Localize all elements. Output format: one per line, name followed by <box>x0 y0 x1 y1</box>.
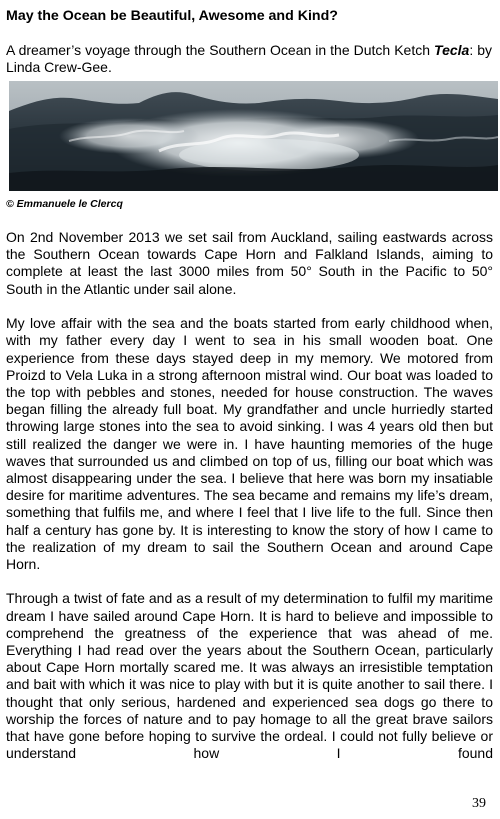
paragraph: My love affair with the sea and the boats started from early childhood when, with my father every day I went to sea in his small wooden boat. One experience from these days stayed deep in my memory. We motored from Proizd to Vela Luka in a strong afternoon mistral wind. Our boat was loaded to the top with pebbles and stones, needed for house construction. The waves began filling the already full boat. My grandfather and uncle hurriedly started throwing large stones into the sea to avoid sinking. I was 4 years old then but still realized the danger we were in. I have haunting memories of the huge waves that surrounded us and climbed on top of us, filling our boat which was almost disappearing under the sea. I believe that here was born my insatiable desire for maritime adventures. The sea became and remains my life’s dream, something that fulfils me, and where I feel that I live life to the full. Since then half a century has gone by. It is interesting to know the story of how I came to the realization of my dream to sail the Southern Ocean and around Cape Horn. <box>6 315 493 572</box>
page-number: 39 <box>472 796 486 811</box>
subtitle-text-end: : by Linda Crew-Gee. <box>6 42 492 75</box>
photo-credit: © Emmanuele le Clercq <box>6 198 123 210</box>
vessel-name: Tecla <box>434 42 470 58</box>
ocean-waves-image <box>9 81 498 191</box>
paragraph: On 2nd November 2013 we set sail from Auckland, sailing eastwards across the Southern Ocean towards Cape Horn and Falkland Islands, aiming to complete at least the last 3000 miles from 50° South in the Pacific to 50° South in the Atlantic under sail alone. <box>6 229 493 297</box>
ocean-waves-photo <box>9 81 498 191</box>
article-subtitle <box>6 42 492 76</box>
subtitle-text-start: A dreamer’s voyage through the Southern Ocean in the Dutch Ketch <box>6 42 435 58</box>
article-body <box>6 229 493 762</box>
paragraph: Through a twist of fate and as a result of my determination to fulfil my maritime dream I have sailed around Cape Horn. It is hard to believe and impossible to comprehend the greatness of the experience that was ahead of me. Everything I had read over the years about the Southern Ocean, particularly about Cape Horn mortally scared me. It was always an irresistible temptation and bait with which it was nice to play with but it is quite another to sail there. I thought that only serious, hardened and experienced sea dogs go there to worship the forces of nature and to pay homage to all the great brave sailors that have gone before hoping to survive the ordeal. I could not fully believe or understand how I found <box>6 590 493 762</box>
article-title: May the Ocean be Beautiful, Awesome and Kind? <box>6 8 338 24</box>
